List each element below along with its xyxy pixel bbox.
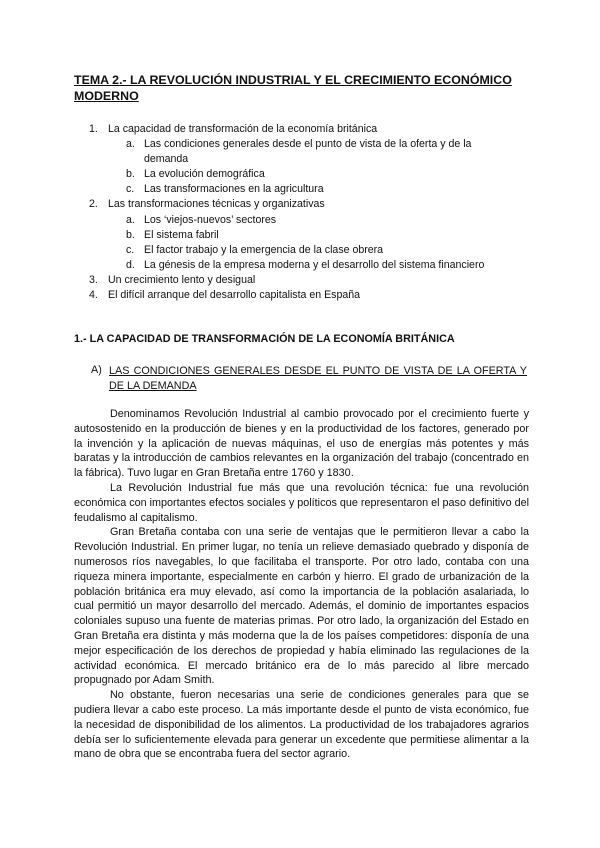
- toc-item: [0, 273, 600, 288]
- toc-subitem-text: La evolución demográfica: [144, 168, 265, 181]
- toc-subitem: [0, 137, 600, 167]
- toc-subitem-text: Las condiciones generales desde el punto de vista de la oferta y de la demanda: [144, 138, 472, 166]
- toc-item-text: Las transformaciones técnicas y organizativas: [108, 198, 325, 211]
- toc-item: [0, 122, 600, 137]
- toc-subitem-letter: b.: [126, 168, 135, 181]
- section-heading: 1.- LA CAPACIDAD DE TRANSFORMACIÓN DE LA ECONOMÍA BRITÁNICA: [74, 333, 455, 345]
- toc-item-number: 2.: [89, 198, 98, 211]
- section-body: [74, 407, 529, 762]
- toc-item-number: 1.: [89, 123, 98, 135]
- body-paragraph: Denominamos Revolución Industrial al cambio provocado por el crecimiento fuerte y autosostenido en la producción de bienes y en la productividad de los factores, generado por la invención y la aplicación de nuevas máquinas, el uso de energías más potentes y más baratas y la introducción de cambios relevantes en la organización del trabajo (concentrado en la fábrica). Tuvo lugar en Gran Bretaña entre 1760 y 1830.: [74, 408, 529, 480]
- toc-subitem-text: El sistema fabril: [144, 228, 219, 241]
- toc-subitem-letter: c.: [126, 243, 135, 256]
- toc-subitem-letter: c.: [126, 183, 135, 196]
- toc-item: [0, 197, 600, 212]
- toc-item-number: 4.: [89, 289, 98, 302]
- toc-item: [0, 288, 600, 303]
- toc-item-text: El difícil arranque del desarrollo capitalista en España: [108, 289, 361, 302]
- toc-subitem: [0, 258, 600, 273]
- toc-subitem-letter: a.: [126, 138, 135, 151]
- toc-item-text: La capacidad de transformación de la economía británica: [108, 123, 378, 135]
- toc-subitem-letter: a.: [126, 213, 135, 226]
- toc-subitem-text: Los ‘viejos-nuevos’ sectores: [144, 213, 277, 226]
- toc-subitem: [0, 228, 600, 243]
- toc-subitem-letter: b.: [126, 228, 135, 241]
- toc-subitem: [0, 182, 600, 197]
- toc-item-number: 3.: [89, 273, 98, 286]
- toc-subitem-text: La génesis de la empresa moderna y el desarrollo del sistema financiero: [144, 258, 485, 271]
- toc-subitem: [0, 167, 600, 182]
- body-paragraph: La Revolución Industrial fue más que una revolución técnica: fue una revolución económica con importantes efectos sociales y políticos que representaron el paso definitivo del feudalismo al capitalismo.: [74, 481, 529, 524]
- toc-subitem: [0, 243, 600, 258]
- body-paragraph: Gran Bretaña contaba con una serie de ventajas que le permitieron llevar a cabo la Revolución Industrial. En primer lugar, no tenía un relieve demasiado quebrado y disponía de numerosos ríos navegables, lo que facilitaba el transporte. Por otro lado, contaba con una riqueza minera importante, especialmente en carbón y hierro. El grado de urbanización de la población británica era muy elevado, así como la importancia de la población asalariada, lo cual permitió un mayor desarrollo del mercado. Además, el dominio de importantes espacios coloniales supuso una fuente de materias primas. Por otro lado, la organización del Estado en Gran Bretaña era distinta y más moderna que la de los países competidores: disponía de una mejor especificación de los derechos de propiedad y había eliminado las regulaciones de la actividad económica. El mercado británico era de lo más parecido al libre mercado propugnado por Adam Smith.: [74, 526, 529, 687]
- toc-item-text: Un crecimiento lento y desigual: [108, 273, 256, 286]
- document-title: TEMA 2.- LA REVOLUCIÓN INDUSTRIAL Y EL CRECIMIENTO ECONÓMICO MODERNO: [74, 73, 512, 103]
- toc-subitem-letter: d.: [126, 258, 135, 271]
- subsection-marker: A): [91, 364, 102, 376]
- toc-subitem-text: Las transformaciones en la agricultura: [144, 183, 324, 196]
- table-of-contents: [0, 122, 600, 303]
- toc-subitem-text: El factor trabajo y la emergencia de la clase obrera: [144, 243, 384, 256]
- toc-subitem: [0, 213, 600, 228]
- subsection-heading: LAS CONDICIONES GENERALES DESDE EL PUNTO DE VISTA DE LA OFERTA Y DE LA DEMANDA: [109, 365, 527, 392]
- body-paragraph: No obstante, fueron necesarias una serie de condiciones generales para que se pudiera llevar a cabo este proceso. La más importante desde el punto de vista económico, fue la necesidad de disponibilidad de los alimentos. La productividad de los trabajadores agrarios debía ser lo suficientemente elevada para generar un excedente que permitiese alimentar a la mano de obra que se encontraba fuera del sector agrario.: [74, 689, 529, 761]
